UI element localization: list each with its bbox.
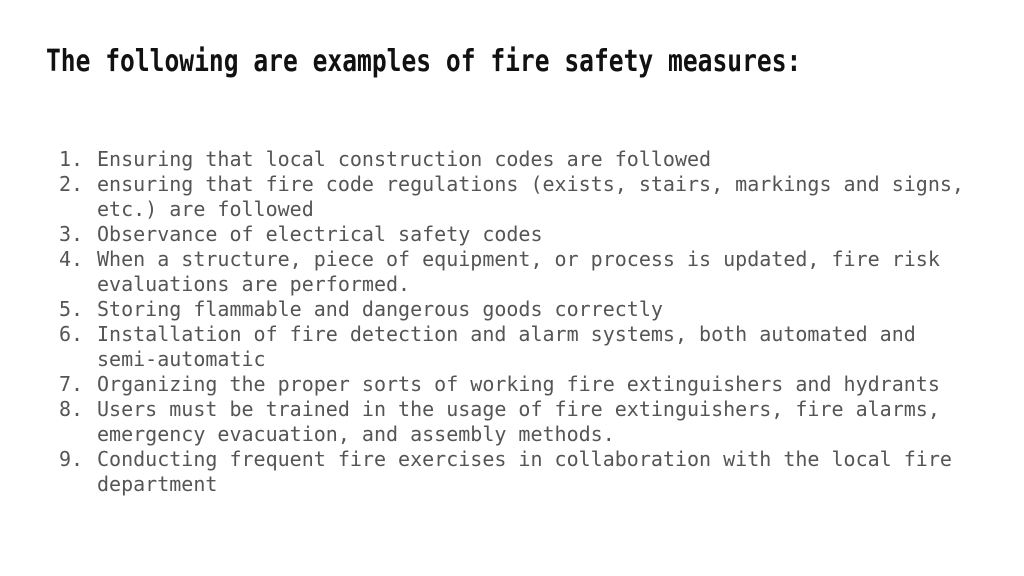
slide-title: The following are examples of fire safety measures: — [46, 44, 802, 79]
list-item-number: 3. — [59, 222, 84, 246]
fire-safety-measures-list — [59, 147, 979, 497]
list-item-number: 2. — [59, 172, 84, 196]
list-item — [59, 222, 979, 247]
list-item-text: Observance of electrical safety codes — [97, 222, 543, 246]
list-item-text: Organizing the proper sorts of working fire extinguishers and hydrants — [97, 372, 940, 396]
list-item — [59, 447, 979, 497]
list-item-text: Ensuring that local construction codes are followed — [97, 147, 712, 171]
list-item-number: 4. — [59, 247, 84, 271]
list-item — [59, 397, 979, 447]
list-item-number: 5. — [59, 297, 84, 321]
list-item — [59, 322, 979, 372]
list-item-number: 8. — [59, 397, 84, 421]
list-item-number: 6. — [59, 322, 84, 346]
list-item-text: Conducting frequent fire exercises in collaboration with the local fire department — [97, 447, 952, 496]
list-item-number: 7. — [59, 372, 84, 396]
list-item-text: Users must be trained in the usage of fire extinguishers, fire alarms, emergency evacuation, and assembly methods. — [97, 397, 940, 446]
list-item-text: Storing flammable and dangerous goods correctly — [97, 297, 663, 321]
list-item-text: When a structure, piece of equipment, or process is updated, fire risk evaluations are performed. — [97, 247, 940, 296]
list-item-text: ensuring that fire code regulations (exists, stairs, markings and signs, etc.) are followed — [97, 172, 964, 221]
list-item-text: Installation of fire detection and alarm systems, both automated and semi-automatic — [97, 322, 916, 371]
list-item — [59, 297, 979, 322]
list-item — [59, 372, 979, 397]
list-item — [59, 247, 979, 297]
list-item — [59, 147, 979, 172]
list-item — [59, 172, 979, 222]
list-item-number: 1. — [59, 147, 84, 171]
list-item-number: 9. — [59, 447, 84, 471]
